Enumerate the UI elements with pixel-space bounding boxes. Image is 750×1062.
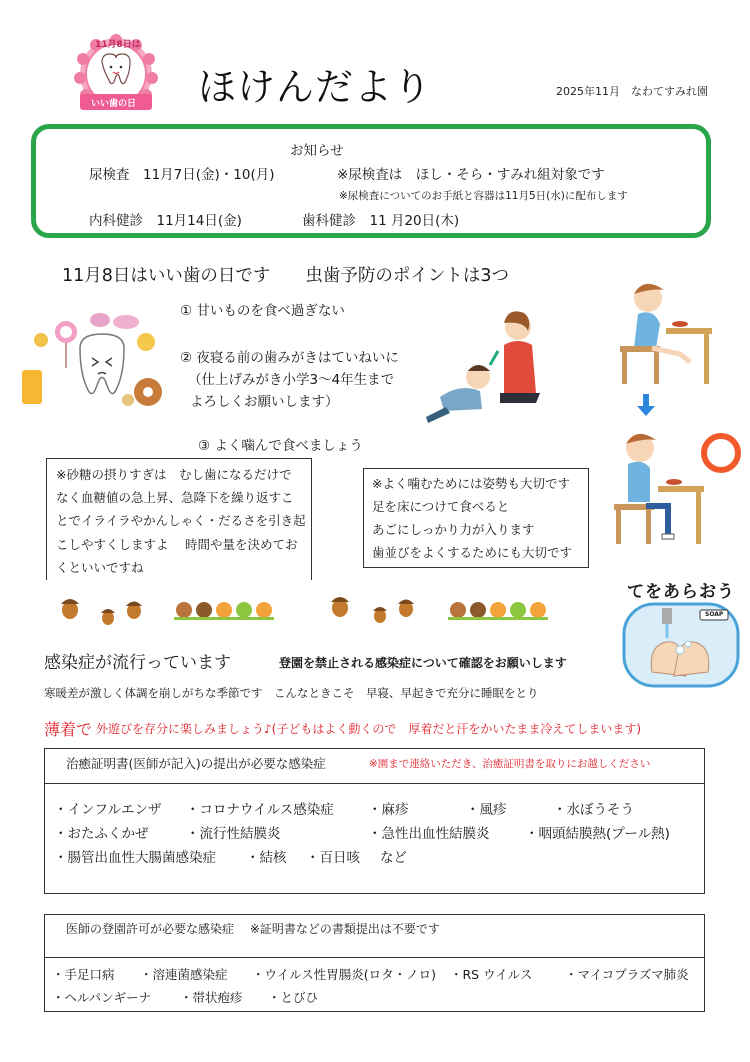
- teeth-heading: 11月8日はいい歯の日です 虫歯予防のポイントは3つ: [62, 266, 510, 286]
- dental-checkup: 歯科健診 11 月20日(木): [302, 213, 460, 229]
- infection-line-1: 寒暖差が激しく体調を崩しがちな季節です こんなときこそ 早寝、早起きで充分に睡眠をとり: [44, 686, 539, 700]
- badge-top-text: 11月8日は: [95, 40, 141, 50]
- disease-rsv: ・RS ウイルス: [450, 967, 533, 982]
- disease-tuberculosis: ・結核: [246, 850, 287, 866]
- disease-hemorrhagic-conjunctivitis: ・急性出血性結膜炎: [368, 826, 490, 842]
- disease-covid: ・コロナウイルス感染症: [186, 802, 334, 818]
- permit-title: 医師の登園許可が必要な感染症 ※証明書などの書類提出は不要です: [66, 922, 440, 936]
- tip-2-sub-2: よろしくお願いします）: [190, 394, 339, 410]
- certificate-note: ※園まで連絡いただき、治癒証明書を取りにお越しください: [369, 758, 651, 770]
- sugar-line-3: とでイライラやかんしゃく・だるさを引き起: [56, 513, 306, 528]
- bad-posture-illustration: [608, 276, 718, 386]
- down-arrow-icon: [636, 394, 656, 416]
- infection-line-2-emphasis: 薄着で: [44, 720, 93, 739]
- disease-rubella: ・風疹: [466, 802, 507, 818]
- tip-1: ① 甘いものを食べ過ぎない: [180, 303, 345, 319]
- certificate-header-divider: [44, 783, 705, 784]
- chew-line-1: ※よく噛むためには姿勢も大切です: [372, 476, 570, 491]
- disease-shingles: ・帯状疱疹: [180, 990, 243, 1005]
- acorn-border-decoration: [40, 586, 600, 634]
- sugar-line-2: なく血糖値の急上昇、急降下を繰り返すこ: [56, 490, 294, 505]
- disease-etc: など: [380, 850, 407, 866]
- good-circle-mark: [698, 430, 744, 476]
- disease-measles: ・麻疹: [368, 802, 409, 818]
- tip-2: ② 夜寝る前の歯みがきはていねいに: [180, 350, 399, 366]
- disease-hfmd: ・手足口病: [52, 967, 115, 982]
- chew-line-2: 足を床につけて食べると: [372, 499, 510, 514]
- disease-strep: ・溶連菌感染症: [140, 967, 228, 982]
- permit-header-divider: [44, 957, 705, 958]
- disease-pertussis: ・百日咳: [306, 850, 360, 866]
- page-title: ほけんだより: [198, 65, 433, 109]
- disease-gastroenteritis: ・ウイルス性胃腸炎(ロタ・ノロ): [252, 967, 437, 982]
- disease-herpangina: ・ヘルパンギーナ: [52, 990, 152, 1005]
- urine-note-2: ※尿検査についてのお手紙と容器は11月5日(水)に配布します: [339, 190, 628, 202]
- internal-checkup: 内科健診 11月14日(金): [89, 213, 242, 229]
- disease-impetigo: ・とびひ: [268, 990, 319, 1005]
- sugar-line-4: こしやすくしますよ 時間や量を決めてお: [56, 537, 298, 552]
- chew-line-4: 歯並びをよくするためにも大切です: [372, 545, 573, 560]
- disease-mumps: ・おたふくかぜ: [54, 826, 149, 842]
- disease-influenza: ・インフルエンザ: [54, 802, 162, 818]
- infection-heading-note: 登園を禁止される感染症について確認をお願いします: [279, 656, 567, 670]
- disease-pharyngoconjunctival-fever: ・咽頭結膜熱(プール熱): [525, 826, 670, 842]
- date-school: 2025年11月 なわてすみれ園: [556, 85, 708, 98]
- parent-brushing-illustration: [420, 305, 550, 435]
- disease-chickenpox: ・水ぼうそう: [553, 802, 634, 818]
- disease-ehec: ・腸管出血性大腸菌感染症: [54, 850, 216, 866]
- sweets-tooth-illustration: [16, 300, 166, 420]
- sugar-line-5: くといいですね: [56, 560, 144, 575]
- certificate-title: 治癒証明書(医師が記入)の提出が必要な感染症: [66, 756, 326, 771]
- disease-conjunctivitis: ・流行性結膜炎: [186, 826, 281, 842]
- infection-line-2: 外遊びを存分に楽しみましょう♪(子どもはよく動くので 厚着だと汗をかいたまま冷えてしまいます): [96, 722, 642, 736]
- notice-heading: お知らせ: [290, 143, 344, 159]
- disease-mycoplasma: ・マイコプラズマ肺炎: [565, 967, 689, 982]
- handwash-label: てをあらおう: [627, 582, 735, 602]
- infection-heading: 感染症が流行っています: [44, 653, 231, 673]
- soap-label: SOAP: [705, 611, 724, 618]
- good-posture-illustration: [608, 428, 708, 546]
- sugar-line-1: ※砂糖の摂りすぎは むし歯になるだけで: [56, 467, 292, 482]
- tip-2-sub-1: （仕上げみがき小学3～4年生まで: [188, 372, 395, 388]
- tip-3: ③ よく噛んで食べましょう: [198, 438, 363, 454]
- urine-test: 尿検査 11月7日(金)・10(月): [89, 167, 275, 183]
- badge-bottom-text: いい歯の日: [91, 99, 137, 109]
- chew-line-3: あごにしっかり力が入ります: [372, 522, 535, 537]
- urine-note: ※尿検査は ほし・そら・すみれ組対象です: [337, 167, 605, 183]
